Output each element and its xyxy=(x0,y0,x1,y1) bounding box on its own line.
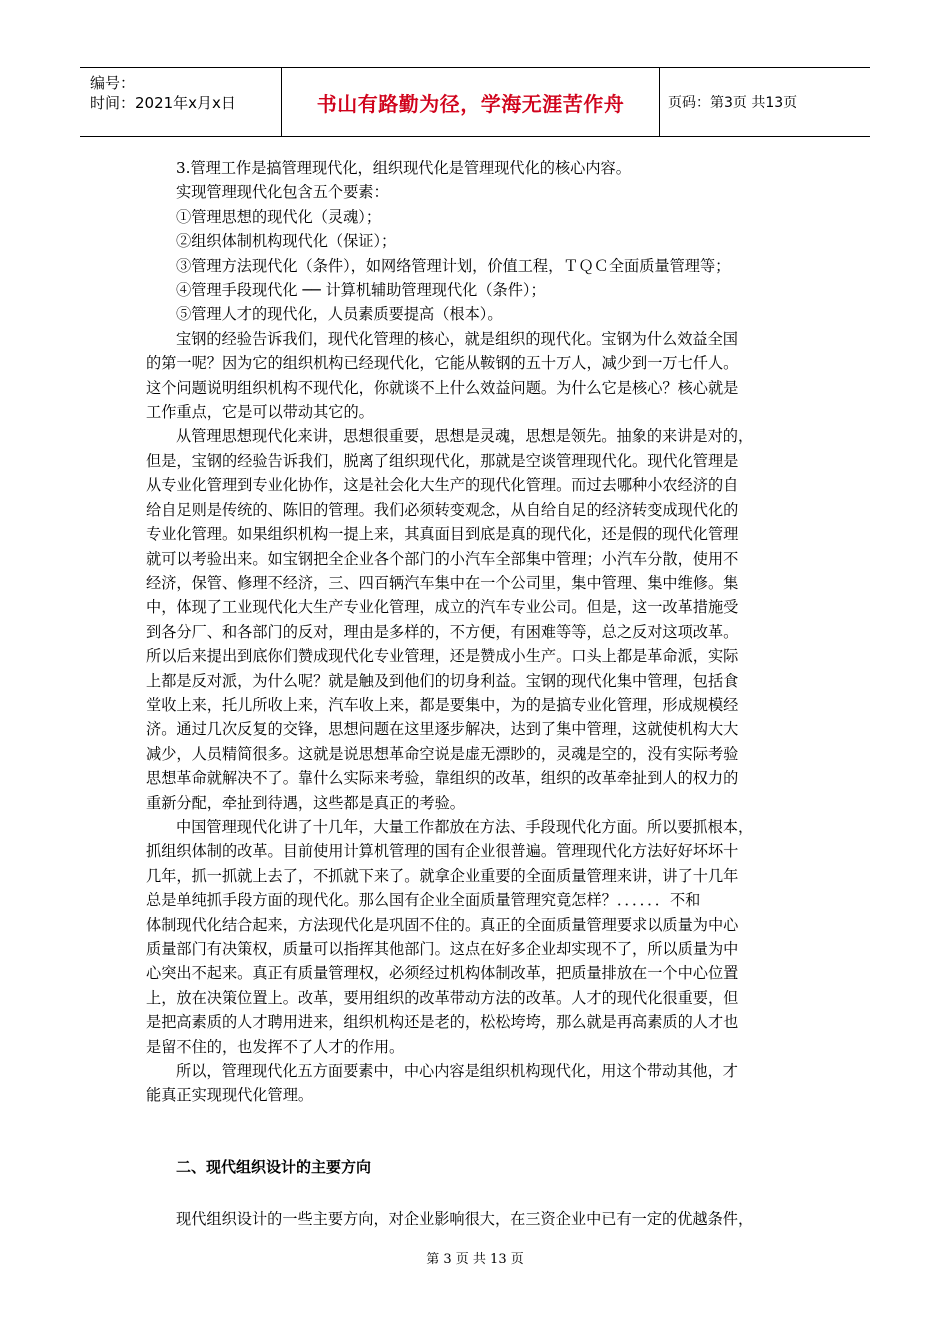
body-line: 总是单纯抓手段方面的现代化。那么国有企业全面质量管理究竟怎样？．．．．．．不和 xyxy=(146,891,701,910)
body-line: ③管理方法现代化（条件），如网络管理计划，价值工程，ＴＱＣ全面质量管理等； xyxy=(176,256,731,275)
body-line: 中，体现了工业现代化大生产专业化管理，成立的汽车专业公司。但是，这一改革措施受 xyxy=(146,598,739,617)
body-line: 给自足则是传统的、陈旧的管理。我们必须转变观念，从自给自足的经济转变成现代化的 xyxy=(146,500,739,519)
page-footer: 第 3 页 共 13 页 xyxy=(426,1252,524,1267)
body-paragraph-line: 现代组织设计的一些主要方向，对企业影响很大，在三资企业中已有一定的优越条件， xyxy=(176,1210,754,1228)
body-line: 上，放在决策位置上。改革，要用组织的改革带动方法的改革。人才的现代化很重要，但 xyxy=(146,988,739,1007)
body-line: 体制现代化结合起来，方法现代化是巩固不住的。真正的全面质量管理要求以质量为中心 xyxy=(146,915,739,934)
body-line: 重新分配，牵扯到待遇，这些都是真正的考验。 xyxy=(146,793,465,812)
body-line: ⑤管理人才的现代化，人员素质要提高（根本）。 xyxy=(176,305,503,324)
header-motto-cell xyxy=(281,68,660,136)
body-line: 思想革命就解决不了。靠什么实际来考验，靠组织的改革，组织的改革牵扯到人的权力的 xyxy=(146,769,739,788)
section-heading: 二、现代组织设计的主要方向 xyxy=(176,1158,372,1176)
body-line: 宝钢的经验告诉我们，现代化管理的核心，就是组织的现代化。宝钢为什么效益全国 xyxy=(176,329,738,348)
body-line: 堂收上来，托儿所收上来，汽车收上来，都是要集中，为的是搞专业化管理，形成规模经 xyxy=(146,695,739,714)
body-line: 工作重点，它是可以带动其它的。 xyxy=(146,403,374,422)
body-line: ①管理思想的现代化（灵魂）； xyxy=(176,207,382,226)
body-line: 能真正实现现代化管理。 xyxy=(146,1086,314,1105)
body-line: 这个问题说明组织机构不现代化，你就谈不上什么效益问题。为什么它是核心？核心就是 xyxy=(146,378,739,397)
document-body xyxy=(146,156,810,1108)
body-line: 经济，保管、修理不经济，三、四百辆汽车集中在一个公司里，集中管理、集中维修。集 xyxy=(146,573,739,592)
body-line: 从专业化管理到专业化协作，这是社会化大生产的现代化管理。而过去哪种小农经济的自 xyxy=(146,476,739,495)
body-line: 但是，宝钢的经验告诉我们，脱离了组织现代化，那就是空谈管理现代化。现代化管理是 xyxy=(146,451,739,470)
header-page-code-cell xyxy=(658,68,870,136)
body-line: 济。通过几次反复的交锋，思想问题在这里逐步解决，达到了集中管理，这就使机构大大 xyxy=(146,720,739,739)
body-line: 上都是反对派，为什么呢？就是触及到他们的切身利益。宝钢的现代化集中管理，包括食 xyxy=(146,671,739,690)
time-label: 时间：2021年x月x日 xyxy=(90,94,236,112)
header-meta xyxy=(80,68,281,136)
body-line: 实现管理现代化包含五个要素： xyxy=(176,183,389,202)
body-line: 中国管理现代化讲了十几年，大量工作都放在方法、手段现代化方面。所以要抓根本， xyxy=(176,817,754,836)
body-line: ④管理手段现代化 ── 计算机辅助管理现代化（条件）； xyxy=(176,281,546,300)
body-line: ②组织体制机构现代化（保证）； xyxy=(176,232,397,251)
body-line: 是把高素质的人才聘用进来，组织机构还是老的，松松垮垮，那么就是再高素质的人才也 xyxy=(146,1013,739,1032)
body-line: 专业化管理。如果组织机构一提上来，其真面目到底是真的现代化，还是假的现代化管理 xyxy=(146,525,739,544)
body-line: 3.管理工作是搞管理现代化，组织现代化是管理现代化的核心内容。 xyxy=(176,159,631,177)
body-line: 是留不住的，也发挥不了人才的作用。 xyxy=(146,1037,405,1056)
body-line: 减少，人员精简很多。这就是说思想革命空说是虚无漂眇的，灵魂是空的，没有实际考验 xyxy=(146,744,739,763)
body-line: 几年，抓一抓就上去了，不抓就下来了。就拿企业重要的全面质量管理来讲，讲了十几年 xyxy=(146,866,739,885)
body-line: 所以，管理现代化五方面要素中，中心内容是组织机构现代化，用这个带动其他，才 xyxy=(176,1062,738,1081)
body-line: 质量部门有决策权，质量可以指挥其他部门。这点在好多企业却实现不了，所以质量为中 xyxy=(146,940,739,958)
body-line: 就可以考验出来。如宝钢把全企业各个部门的小汽车全部集中管理；小汽车分散，使用不 xyxy=(146,549,739,568)
page-header xyxy=(80,67,870,137)
body-line: 所以后来提出到底你们赞成现代化专业管理，还是赞成小生产。口头上都是革命派，实际 xyxy=(146,647,739,666)
body-line: 从管理思想现代化来讲，思想很重要，思想是灵魂，思想是领先。抽象的来讲是对的， xyxy=(176,427,754,446)
motto: 书山有路勤为径，学海无涯苦作舟 xyxy=(316,91,625,116)
body-line: 的第一呢？因为它的组织机构已经现代化，它能从鞍钢的五十万人，减少到一万七仟人。 xyxy=(146,354,739,373)
number-label: 编号： xyxy=(90,74,136,92)
body-line: 心突出不起来。真正有质量管理权，必须经过机构体制改革，把质量排放在一个中心位置 xyxy=(146,964,739,983)
body-line: 到各分厂、和各部门的反对，理由是多样的，不方便，有困难等等，总之反对这项改革。 xyxy=(146,622,739,641)
page-code: 页码：第3页 共13页 xyxy=(668,95,798,111)
body-line: 抓组织体制的改革。目前使用计算机管理的国有企业很普遍。管理现代化方法好好坏坏十 xyxy=(146,842,739,861)
